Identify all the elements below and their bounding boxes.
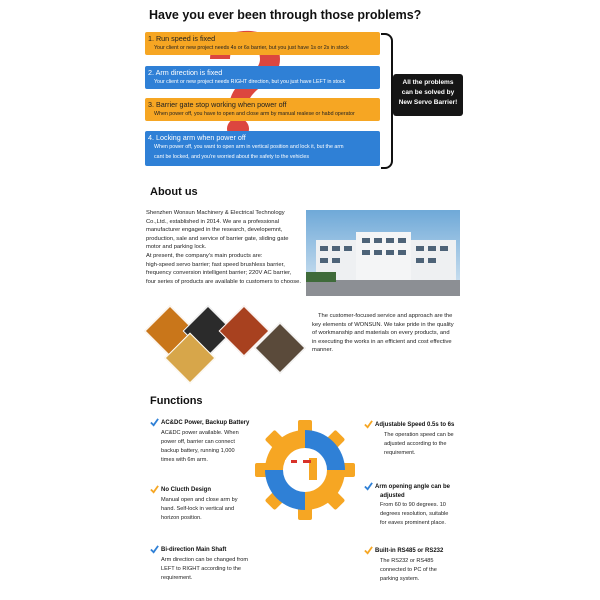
function-line: adjusted according to the: [384, 441, 447, 447]
function-title: Adjustable Speed 0.5s to 6s: [375, 422, 455, 429]
function-line: hand. Self-lock in vertical and: [161, 506, 235, 512]
problem-item-2: [145, 66, 380, 89]
about-line: in executing the works in an efficient and cost effective: [312, 338, 452, 345]
solution-line: New Servo Barrier!: [398, 99, 458, 106]
function-item-angle: [364, 482, 474, 528]
checkmark-icon: [364, 482, 373, 491]
function-item-shaft: [150, 545, 270, 583]
about-line: manufacturer engaged in the research, developemnt,: [146, 227, 283, 234]
about-line: high-speed servo barrier; fast speed brushless barrier,: [146, 261, 285, 268]
function-item-clutch: [150, 485, 260, 523]
function-line: parking system.: [380, 576, 420, 582]
function-line: LEFT to RIGHT according to the: [161, 566, 242, 572]
function-line: Manual open and close arm by: [161, 497, 238, 503]
about-line: manner.: [312, 347, 333, 354]
solution-line: can be solved by: [401, 89, 455, 96]
problem-title: 1. Run speed is fixed: [148, 34, 216, 43]
solution-line: All the problems: [402, 79, 454, 86]
function-line: The operation speed can be: [384, 432, 454, 438]
function-title: Built-in RS485 or RS232: [375, 548, 444, 555]
problem-item-1: [145, 32, 380, 55]
solution-callout: [393, 74, 463, 116]
functions-title: Functions: [150, 395, 203, 407]
about-line: four series of products are available to customers to choose.: [146, 278, 301, 285]
gear-diagram-icon: [255, 420, 355, 520]
function-line: AC&DC power available. When: [161, 430, 239, 436]
about-title: About us: [150, 186, 198, 198]
function-line: backup battery, running 1,000: [161, 448, 235, 454]
about-line: frequency conversion intelligent barrier; 220V AC barrier,: [146, 270, 292, 277]
problem-desc: Your client or new project needs RIGHT direction, but you just have LEFT in stock: [154, 79, 346, 85]
about-line: key elements of WONSUN. We take pride in the quality: [312, 321, 454, 328]
problem-item-3: [145, 98, 380, 121]
function-title: Arm opening angle can be: [375, 484, 451, 491]
function-line: The RS232 or RS485: [380, 558, 434, 564]
function-line: requirement.: [384, 450, 416, 456]
function-line: power off, barrier can connect: [161, 439, 235, 445]
function-line: connected to PC of the: [380, 567, 437, 573]
problem-desc-line: When power off, you want to open arm in vertical position and lock it, but the arm: [154, 144, 344, 150]
checkmark-icon: [150, 545, 159, 554]
checkmark-icon: [364, 420, 373, 429]
problem-title: 3. Barrier gate stop working when power off: [148, 100, 287, 109]
problem-desc-line: cant be locked, and you're worried about the safety to the vehicles: [154, 154, 310, 160]
function-item-speed: [364, 420, 474, 458]
about-line: Shenzhen Wonsun Machinery & Electrical Technology: [146, 210, 285, 216]
function-title-2: adjusted: [380, 493, 405, 499]
function-title: Bi-direction Main Shaft: [161, 547, 227, 554]
function-title: AC&DC Power, Backup Battery: [161, 420, 250, 427]
problem-desc: When power off, you have to open and close arm by manual realese or habd operator: [154, 111, 355, 117]
about-intro: [146, 209, 311, 286]
checkmark-icon: [150, 485, 159, 494]
about-line: motor and parking lock.: [146, 244, 207, 251]
function-item-power: [150, 418, 260, 465]
bracket: [381, 33, 393, 169]
function-line: degrees resolution, suitable: [380, 511, 449, 517]
function-line: Arm direction can be changed from: [161, 557, 249, 563]
factory-photo: [306, 210, 460, 296]
about-service: [312, 312, 472, 355]
function-line: requirement.: [161, 575, 193, 581]
function-title: No Clucth Design: [161, 487, 212, 494]
problem-desc: Your client or new project needs 4s or 6s barrier, but you just have 1s or 2s in stock: [154, 45, 349, 51]
about-line: production, sale and service of barrier gate, sliding gate: [146, 235, 289, 242]
problems-title: Have you ever been through those problems?: [149, 8, 422, 22]
about-line: At present, the company's main products are:: [146, 252, 263, 259]
about-line: Co.,Ltd., established in 2014. We are a professional: [146, 218, 279, 225]
checkmark-icon: [364, 546, 373, 555]
checkmark-icon: [150, 418, 159, 427]
function-item-rs485: [364, 546, 474, 584]
problem-title: 4. Locking arm when power off: [148, 133, 246, 142]
about-line: The customer-focused service and approach are the: [318, 313, 453, 319]
function-line: horizon position.: [161, 515, 202, 521]
problem-title: 2. Arm direction is fixed: [148, 68, 223, 77]
function-line: for eaves prominent place.: [380, 520, 446, 526]
about-line: of workmanship and materials on every products, and: [312, 330, 450, 337]
function-line: From 60 to 90 degrees. 10: [380, 502, 446, 508]
problem-item-4: [145, 131, 380, 166]
function-line: times with 6m arm.: [161, 457, 208, 463]
